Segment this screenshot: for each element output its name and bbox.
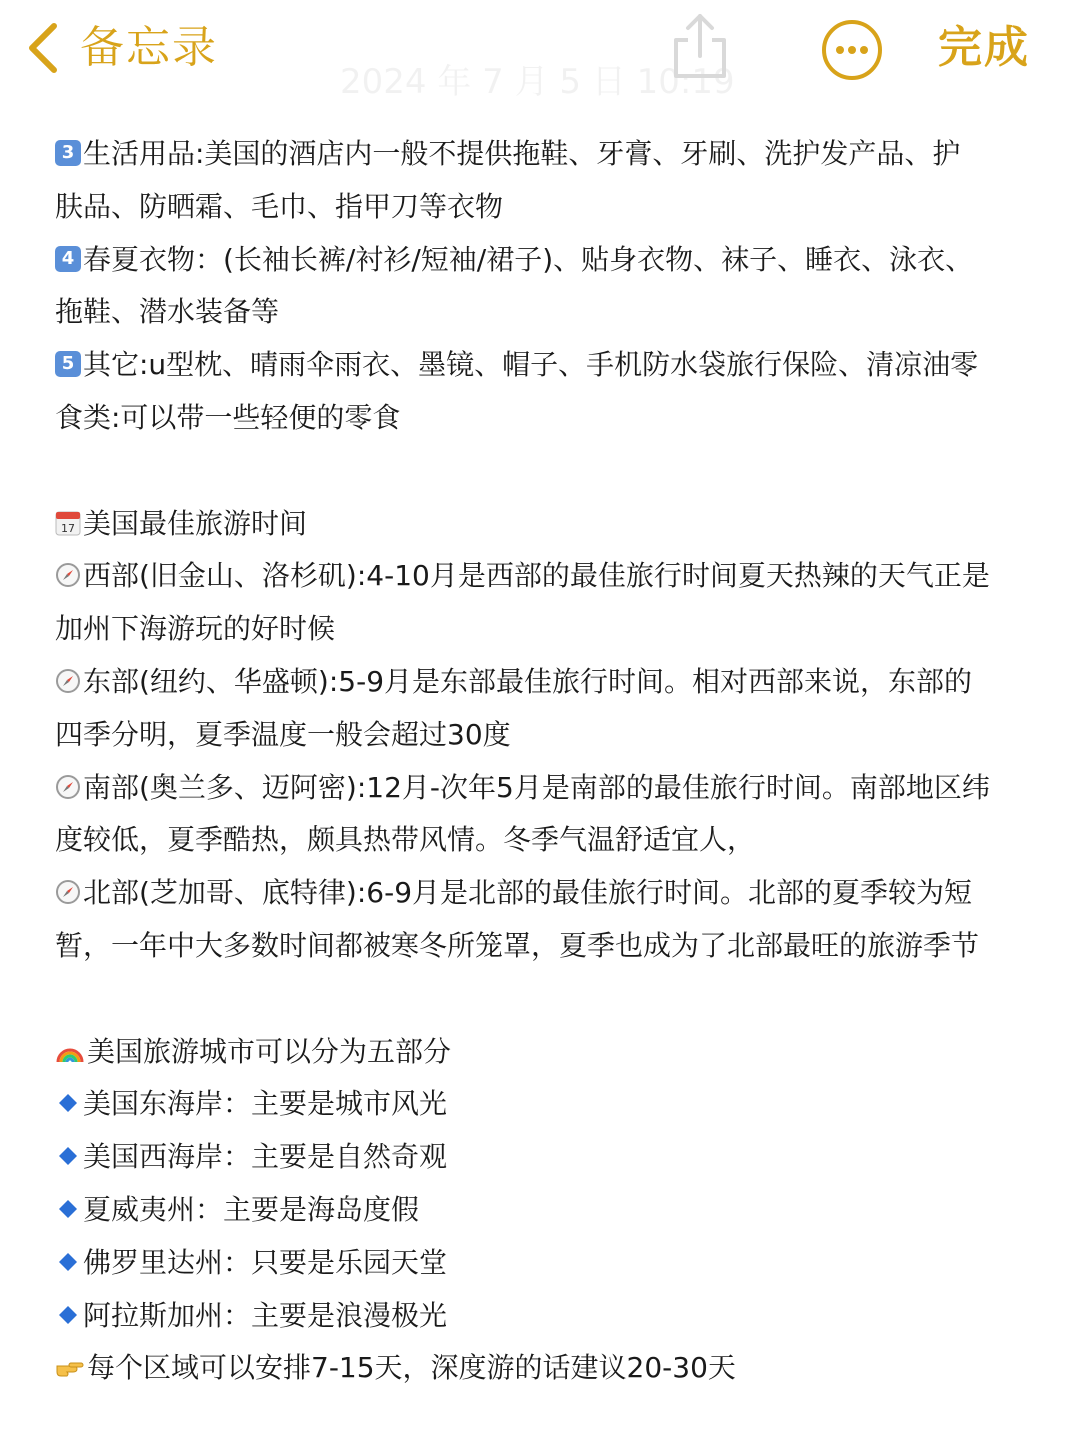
note-line: 3 生活用品:美国的酒店内一般不提供拖鞋、牙膏、牙刷、洗护发产品、护 (55, 128, 1035, 181)
note-line: 加州下海游玩的好时候 (55, 612, 336, 646)
blank-line (55, 445, 1035, 498)
note-line: 西部(旧金山、洛杉矶):4-10月是西部的最佳旅行时间夏天热辣的天气正是 (55, 550, 1035, 603)
blank-line (55, 973, 1035, 1026)
svg-text:17: 17 (61, 521, 75, 535)
blue-diamond-icon (55, 1302, 81, 1328)
note-line: 北部(芝加哥、底特律):6-9月是北部的最佳旅行时间。北部的夏季较为短 (55, 867, 1035, 920)
done-button[interactable]: 完成 (938, 22, 1030, 73)
blue-diamond-icon (55, 1090, 81, 1116)
note-line: 度较低，夏季酷热，颇具热带风情。冬季气温舒适宜人， (55, 823, 756, 857)
keycap-3-icon: 3 (55, 140, 81, 166)
note-line: 每个区域可以安排7-15天，深度游的话建议20-30天 (55, 1342, 1035, 1395)
more-icon[interactable] (820, 18, 884, 82)
back-button[interactable]: 备忘录 (80, 22, 218, 73)
note-date: 2024 年 7 月 5 日 10:19 (340, 62, 735, 102)
calendar-icon (55, 510, 81, 536)
blue-diamond-icon (55, 1196, 81, 1222)
navigation-bar (0, 0, 1080, 100)
list-item: 夏威夷州：主要是海岛度假 (55, 1184, 1035, 1237)
blue-diamond-icon (55, 1143, 81, 1169)
section-heading: 17 美国最佳旅游时间 (55, 498, 1035, 551)
note-line: 5 其它:u型枕、晴雨伞雨衣、墨镜、帽子、手机防水袋旅行保险、清凉油零 (55, 339, 1035, 392)
compass-icon (55, 668, 81, 694)
list-item: 阿拉斯加州：主要是浪漫极光 (55, 1290, 1035, 1343)
compass-icon (55, 879, 81, 905)
note-line: 暂，一年中大多数时间都被寒冬所笼罩，夏季也成为了北部最旺的旅游季节 (55, 928, 980, 962)
section-heading: 美国旅游城市可以分为五部分 (55, 1026, 1035, 1079)
note-line: 食类:可以带一些轻便的零食 (55, 400, 401, 434)
note-line: 东部(纽约、华盛顿):5-9月是东部最佳旅行时间。相对西部来说，东部的 (55, 656, 1035, 709)
note-line: 肤品、防晒霜、毛巾、指甲刀等衣物 (55, 189, 504, 223)
note-body[interactable] (55, 128, 1035, 1395)
keycap-4-icon: 4 (55, 246, 81, 272)
keycap-5-icon: 5 (55, 351, 81, 377)
note-line: 拖鞋、潜水装备等 (55, 295, 280, 329)
compass-icon (55, 562, 81, 588)
list-item: 美国东海岸：主要是城市风光 (55, 1078, 1035, 1131)
compass-icon (55, 774, 81, 800)
share-icon[interactable] (668, 10, 732, 82)
note-line: 四季分明，夏季温度一般会超过30度 (55, 717, 511, 751)
pointing-hand-icon (55, 1356, 85, 1378)
note-line: 南部(奥兰多、迈阿密):12月-次年5月是南部的最佳旅行时间。南部地区纬 (55, 762, 1035, 815)
chevron-left-icon[interactable] (22, 20, 62, 76)
list-item: 佛罗里达州：只要是乐园天堂 (55, 1237, 1035, 1290)
list-item: 美国西海岸：主要是自然奇观 (55, 1131, 1035, 1184)
blue-diamond-icon (55, 1249, 81, 1275)
rainbow-icon (55, 1038, 85, 1064)
note-line: 4 春夏衣物：(长袖长裤/衬衫/短袖/裙子)、贴身衣物、袜子、睡衣、泳衣、 (55, 234, 1035, 287)
